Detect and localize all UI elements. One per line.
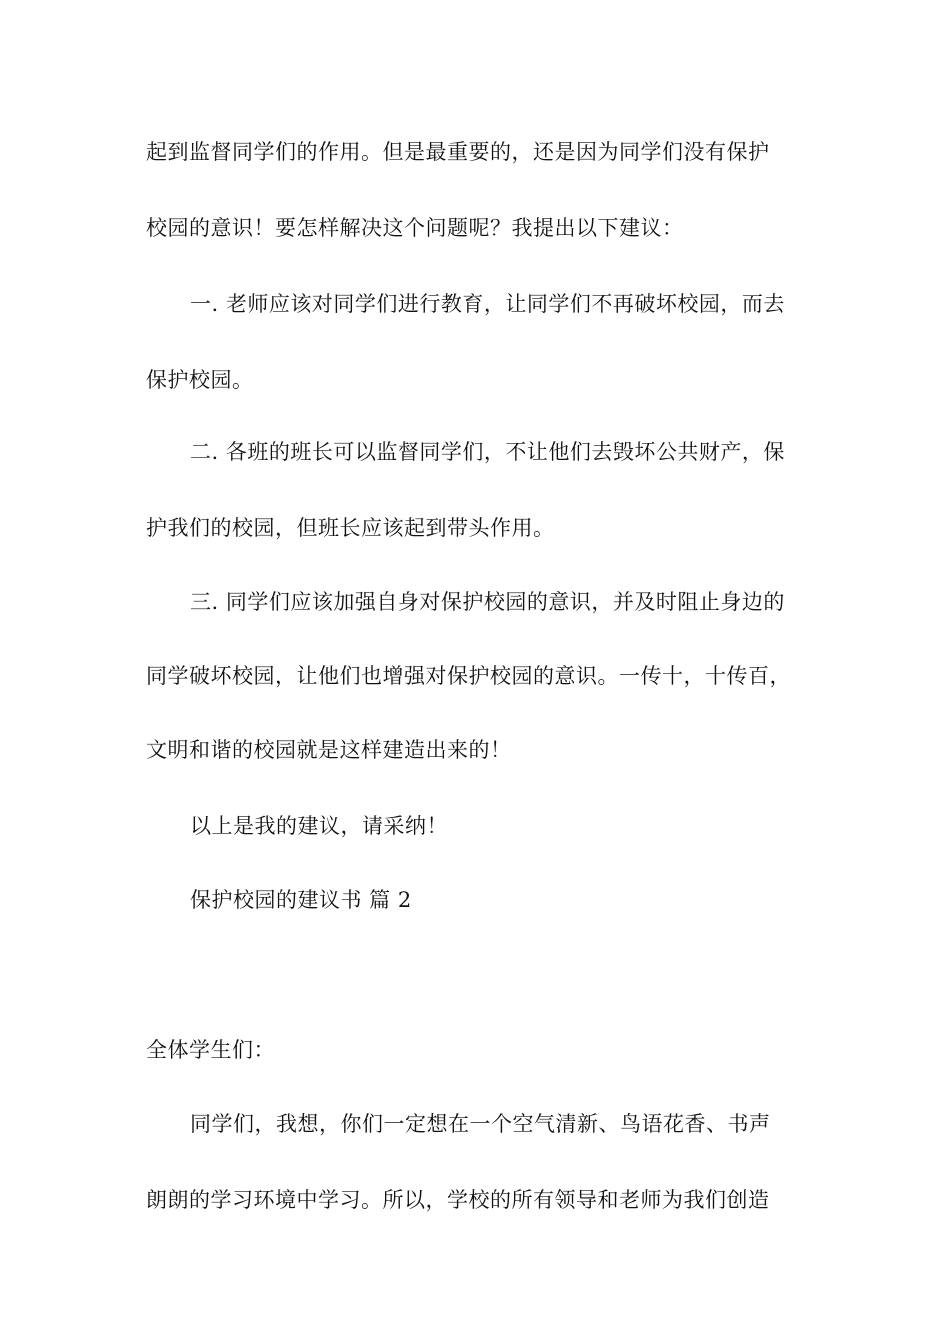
suggestion-three-line: 三. 同学们应该加强自身对保护校园的意识，并及时阻止身边的 [190,590,785,614]
paragraph-line: 朗朗的学习环境中学习。所以，学校的所有领导和老师为我们创造 [146,1188,770,1212]
paragraph-line: 校园的意识！要怎样解决这个问题呢？我提出以下建议： [146,216,684,240]
paragraph-line: 同学破坏校园，让他们也增强对保护校园的意识。一传十，十传百， [146,664,791,688]
paragraph-line: 保护校园。 [146,368,254,392]
section-heading: 保护校园的建议书 篇 2 [190,888,412,912]
paragraph-line: 护我们的校园，但班长应该起到带头作用。 [146,516,555,540]
paragraph-line: 同学们，我想，你们一定想在一个空气清新、鸟语花香、书声 [190,1112,771,1136]
salutation: 全体学生们： [146,1038,275,1062]
suggestion-one-line: 一. 老师应该对同学们进行教育，让同学们不再破坏校园，而去 [190,292,785,316]
suggestion-two-line: 二. 各班的班长可以监督同学们，不让他们去毁坏公共财产，保 [190,440,785,464]
paragraph-line: 文明和谐的校园就是这样建造出来的！ [146,738,512,762]
paragraph-line: 起到监督同学们的作用。但是最重要的，还是因为同学们没有保护 [146,140,770,164]
closing-line: 以上是我的建议，请采纳！ [190,814,448,838]
